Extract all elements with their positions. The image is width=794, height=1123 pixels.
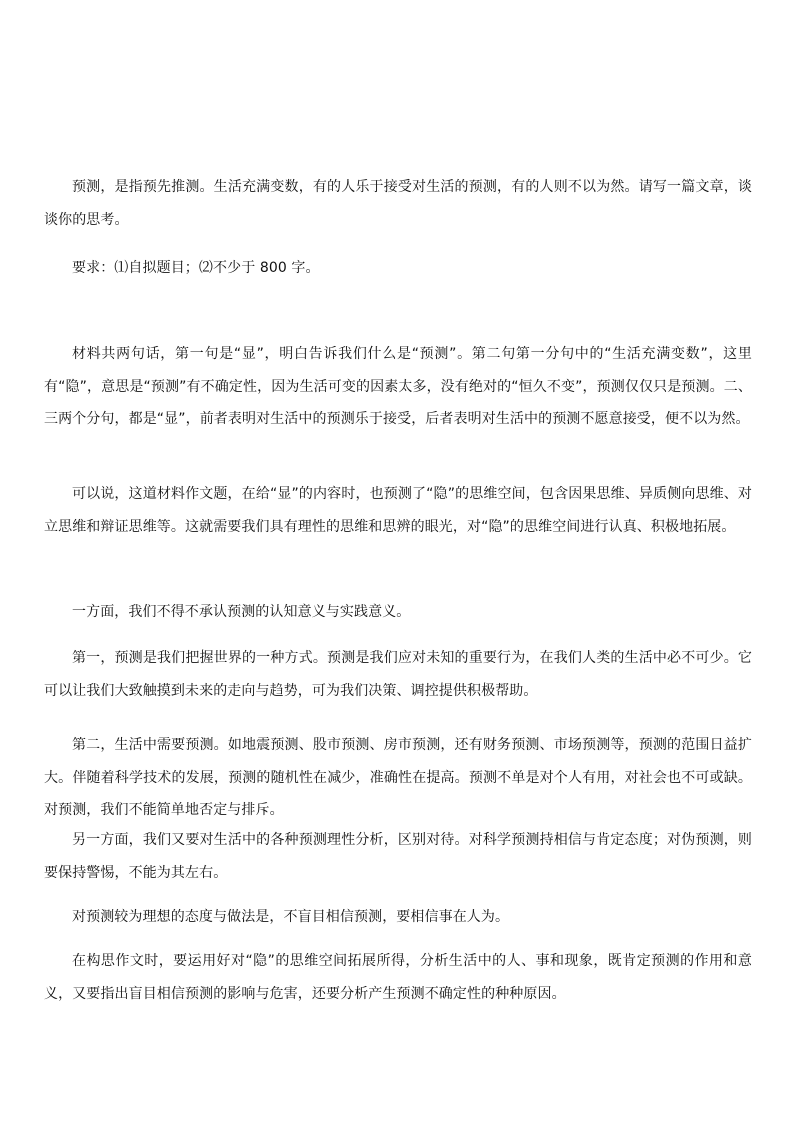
analysis-paragraph-1: 材料共两句话，第一句是“显”，明白告诉我们什么是“预测”。第二句第一分句中的“生活充满变数”，这里有“隐”，意思是“预测”有不确定性，因为生活可变的因素太多，没有绝对的“恒久不变”，预测仅仅只是预测。二、三两个分句，都是“显”，前者表明对生活中的预测乐于接受，后者表明对生活中的预测不愿意接受，便不以为然。 (44, 346, 752, 427)
point-2-paragraph: 第二，生活中需要预测。如地震预测、股市预测、房市预测，还有财务预测、市场预测等，预测的范围日益扩大。伴随着科学技术的发展，预测的随机性在减少，准确性在提高。预测不单是对个人有用，对社会也不可或缺。对预测，我们不能简单地否定与排斥。 (44, 737, 752, 818)
ideal-attitude-paragraph: 对预测较为理想的态度与做法是，不盲目相信预测，要相信事在人为。 (72, 909, 510, 925)
point-intro-paragraph: 一方面，我们不得不承认预测的认知意义与实践意义。 (72, 604, 411, 620)
writing-advice-paragraph: 在构思作文时，要运用好对“隐”的思维空间拓展所得，分析生活中的人、事和现象，既肯定预测的作用和意义，又要指出盲目相信预测的影响与危害，还要分析产生预测不确定性的种种原因。 (44, 953, 752, 1002)
point-3-paragraph: 另一方面，我们又要对生活中的各种预测理性分析，区别对待。对科学预测持相信与肯定态度；对伪预测，则要保持警惕，不能为其左右。 (44, 832, 752, 881)
essay-prompt: 预测，是指预先推测。生活充满变数，有的人乐于接受对生活的预测，有的人则不以为然。请写一篇文章，谈谈你的思考。 (44, 179, 752, 228)
essay-requirements: 要求：⑴自拟题目；⑵不少于 800 字。 (72, 260, 320, 276)
point-1-paragraph: 第一，预测是我们把握世界的一种方式。预测是我们应对未知的重要行为，在我们人类的生活中必不可少。它可以让我们大致触摸到未来的走向与趋势，可为我们决策、调控提供积极帮助。 (44, 650, 752, 699)
analysis-paragraph-2: 可以说，这道材料作文题，在给“显”的内容时，也预测了“隐”的思维空间，包含因果思维、异质侧向思维、对立思维和辩证思维等。这就需要我们具有理性的思维和思辨的眼光，对“隐”的思维空间进行认真、积极地拓展。 (44, 486, 752, 535)
